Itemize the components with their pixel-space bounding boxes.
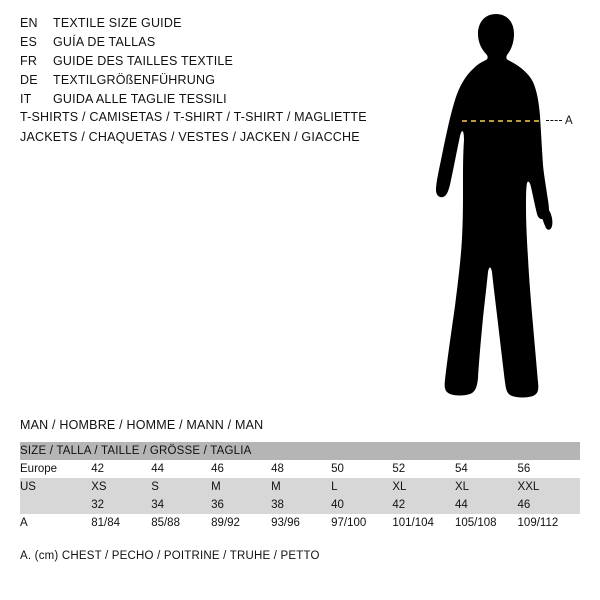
cell-value: XL <box>392 478 455 496</box>
row-label <box>20 496 91 514</box>
cell-value: 48 <box>271 460 331 478</box>
cell-value: 36 <box>211 496 271 514</box>
cell-value: 56 <box>518 460 580 478</box>
cell-value: 105/108 <box>455 514 518 532</box>
language-code: ES <box>20 35 38 49</box>
table-footer-note: A. (cm) CHEST / PECHO / POITRINE / TRUHE / PETTO <box>20 550 320 562</box>
cell-value: XXL <box>518 478 580 496</box>
cell-value: 54 <box>455 460 518 478</box>
cell-value: 50 <box>331 460 392 478</box>
cell-value: 89/92 <box>211 514 271 532</box>
cell-value: 40 <box>331 496 392 514</box>
man-silhouette-illustration <box>400 10 600 405</box>
category-tshirts: T-SHIRTS / CAMISETAS / T-SHIRT / T-SHIRT / MAGLIETTE <box>20 110 367 124</box>
cell-value: 42 <box>91 460 151 478</box>
language-row <box>20 73 380 92</box>
language-text: GUÍA DE TALLAS <box>53 35 156 49</box>
language-row <box>20 54 380 73</box>
cell-value: 46 <box>211 460 271 478</box>
table-row <box>20 496 580 514</box>
cell-value: S <box>151 478 211 496</box>
cell-value: 32 <box>91 496 151 514</box>
silhouette-icon <box>400 10 600 405</box>
language-row <box>20 92 380 111</box>
language-code: FR <box>20 54 38 68</box>
measure-label-a: A <box>565 115 573 127</box>
cell-value: XS <box>91 478 151 496</box>
language-code: IT <box>20 92 32 106</box>
cell-value: 46 <box>518 496 580 514</box>
cell-value: 34 <box>151 496 211 514</box>
cell-value: 85/88 <box>151 514 211 532</box>
cell-value: 93/96 <box>271 514 331 532</box>
table-header-row <box>20 442 580 460</box>
language-text: TEXTILE SIZE GUIDE <box>53 16 182 30</box>
cell-value: 52 <box>392 460 455 478</box>
cell-value: 44 <box>455 496 518 514</box>
cell-value: 101/104 <box>392 514 455 532</box>
row-label: A <box>20 514 91 532</box>
language-text: GUIDE DES TAILLES TEXTILE <box>53 54 234 68</box>
language-text: TEXTILGRÖßENFÜHRUNG <box>53 73 216 87</box>
language-row <box>20 16 380 35</box>
cell-value: 109/112 <box>518 514 580 532</box>
cell-value: 81/84 <box>91 514 151 532</box>
cell-value: 97/100 <box>331 514 392 532</box>
cell-value: 38 <box>271 496 331 514</box>
language-code: EN <box>20 16 38 30</box>
cell-value: L <box>331 478 392 496</box>
table-row <box>20 514 580 532</box>
row-label: US <box>20 478 91 496</box>
language-text: GUIDA ALLE TAGLIE TESSILI <box>53 92 227 106</box>
language-code: DE <box>20 73 38 87</box>
cell-value: 42 <box>392 496 455 514</box>
measure-leader-dashes <box>546 120 562 121</box>
table-row <box>20 478 580 496</box>
language-row <box>20 35 380 54</box>
category-jackets: JACKETS / CHAQUETAS / VESTES / JACKEN / GIACCHE <box>20 130 360 144</box>
category-list <box>20 110 400 150</box>
row-label: Europe <box>20 460 91 478</box>
size-table <box>20 442 580 532</box>
language-list <box>20 16 380 111</box>
table-header-label: SIZE / TALLA / TAILLE / GRÖSSE / TAGLIA <box>20 442 580 460</box>
cell-value: 44 <box>151 460 211 478</box>
table-title: MAN / HOMBRE / HOMME / MANN / MAN <box>20 418 264 432</box>
cell-value: M <box>211 478 271 496</box>
table-row <box>20 460 580 478</box>
cell-value: XL <box>455 478 518 496</box>
cell-value: M <box>271 478 331 496</box>
